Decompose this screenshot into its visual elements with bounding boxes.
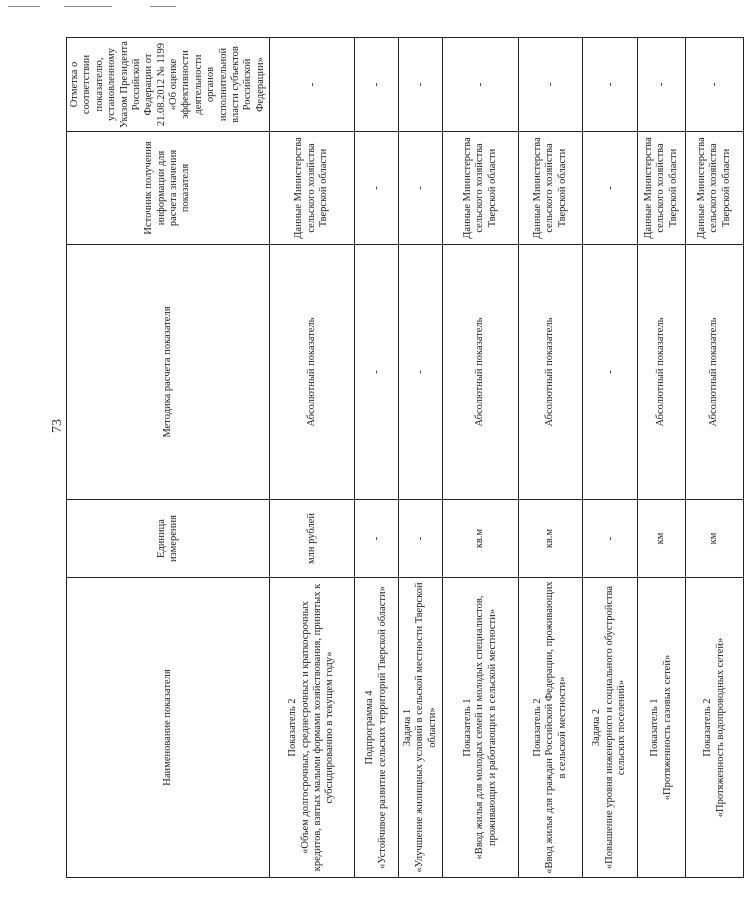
indicator-title: Задача 1 <box>401 708 413 747</box>
scan-top-marks <box>0 0 640 14</box>
cell-source: - <box>583 132 638 245</box>
cell-note: - <box>270 38 355 132</box>
indicator-title: Подпрограмма 4 <box>364 690 376 765</box>
cell-name <box>270 578 355 878</box>
indicator-title: Показатель 2 <box>702 698 714 757</box>
cell-unit: - <box>583 500 638 578</box>
table-header-row <box>67 38 270 878</box>
table-row <box>443 38 519 878</box>
indicator-title: Показатель 2 <box>531 698 543 757</box>
cell-method: Абсолютный показатель <box>443 245 519 500</box>
cell-name <box>399 578 443 878</box>
cell-source: - <box>355 132 399 245</box>
table-row <box>638 38 686 878</box>
cell-note: - <box>443 38 519 132</box>
table-row <box>583 38 638 878</box>
indicator-name: «Ввод жилья для молодых семей и молодых специалистов, проживающих и работающих в сельской местности» <box>474 595 498 860</box>
indicator-title: Показатель 1 <box>461 698 473 757</box>
indicator-title: Показатель 1 <box>649 698 661 757</box>
header-unit: Единица измерения <box>67 500 270 578</box>
header-note: Отметка о соответствии показателю, установленному Указом Президента Российской Федерации от 21.08.2012 № 1199 «Об оценке эффективности деятельности органов исполнительной власти субъектов Российской Федерации» <box>67 38 270 132</box>
header-source: Источник получения информации для расчета значения показателя <box>67 132 270 245</box>
indicator-title: Задача 2 <box>591 708 603 747</box>
cell-source: Данные Министерства сельского хозяйства Тверской области <box>519 132 583 245</box>
cell-unit: - <box>399 500 443 578</box>
cell-unit: км <box>686 500 744 578</box>
indicator-name: «Ввод жилья для граждан Российской Федерации, проживающих в сельской местности» <box>544 581 568 874</box>
cell-method: - <box>399 245 443 500</box>
cell-source: Данные Министерства сельского хозяйства Тверской области <box>270 132 355 245</box>
cell-unit: млн рублей <box>270 500 355 578</box>
cell-unit: кв.м <box>519 500 583 578</box>
table-row <box>355 38 399 878</box>
cell-source: Данные Министерства сельского хозяйства Тверской области <box>443 132 519 245</box>
indicator-name: «Повышение уровня инженерного и социального обустройства сельских поселений» <box>603 585 628 870</box>
indicator-name: «Протяженность водопроводных сетей» <box>714 637 726 818</box>
page-number: 73 <box>50 419 65 433</box>
cell-source: Данные Министерства сельского хозяйства Тверской области <box>686 132 744 245</box>
cell-note: - <box>399 38 443 132</box>
indicator-name: «Улучшение жилищных условий в сельской местности Тверской области» <box>414 582 438 873</box>
cell-note: - <box>686 38 744 132</box>
cell-method: - <box>583 245 638 500</box>
cell-source: Данные Министерства сельского хозяйства Тверской области <box>638 132 686 245</box>
header-method: Методика расчета показателя <box>67 245 270 500</box>
cell-method: Абсолютный показатель <box>686 245 744 500</box>
cell-name <box>443 578 519 878</box>
indicator-name: «Протяженность газовых сетей» <box>661 654 673 801</box>
table-row <box>270 38 355 878</box>
cell-unit: км <box>638 500 686 578</box>
cell-unit: кв.м <box>443 500 519 578</box>
header-name: Наименование показателя <box>67 578 270 878</box>
indicators-table <box>66 37 744 878</box>
rotated-table-container <box>66 38 732 878</box>
cell-method: - <box>355 245 399 500</box>
cell-note: - <box>355 38 399 132</box>
cell-name <box>638 578 686 878</box>
indicator-name: «Объем долгосрочных, среднесрочных и краткосрочных кредитов, взятых малыми формами хозяйствования, принятых к субсидированию в текущем году» <box>299 583 336 872</box>
cell-method: Абсолютный показатель <box>638 245 686 500</box>
cell-note: - <box>638 38 686 132</box>
table-row <box>519 38 583 878</box>
cell-unit: - <box>355 500 399 578</box>
table-row <box>686 38 744 878</box>
indicator-title: Показатель 2 <box>287 698 299 757</box>
cell-method: Абсолютный показатель <box>519 245 583 500</box>
cell-method: Абсолютный показатель <box>270 245 355 500</box>
cell-name <box>686 578 744 878</box>
table-row <box>399 38 443 878</box>
cell-name <box>519 578 583 878</box>
cell-note: - <box>583 38 638 132</box>
cell-source: - <box>399 132 443 245</box>
cell-note: - <box>519 38 583 132</box>
indicator-name: «Устойчивое развитие сельских территорий Тверской области» <box>376 586 388 869</box>
cell-name <box>355 578 399 878</box>
cell-name <box>583 578 638 878</box>
